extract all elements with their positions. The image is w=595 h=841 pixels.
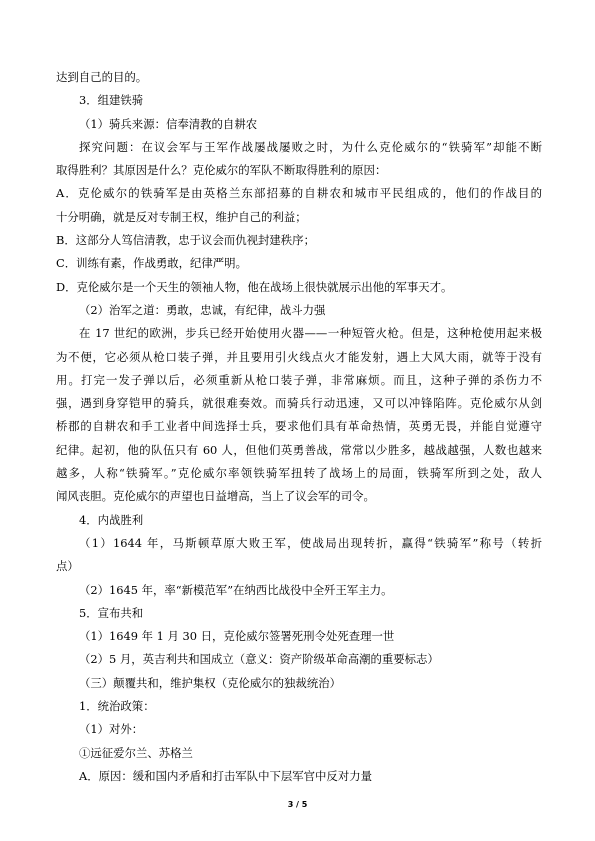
text-line: 取得胜利？其原因是什么？克伦威尔的军队不断取得胜利的原因： — [56, 163, 387, 178]
text-line: 探究问题：在议会军与王军作战屡战屡败之时，为什么克伦威尔的“铁骑军”却能不断 — [79, 139, 542, 154]
text-line: 闻风丧胆。克伦威尔的声望也日益增高，当上了议会军的司令。 — [56, 489, 375, 504]
list-item: D．克伦威尔是一个天生的领袖人物，他在战场上很快就展示出他的军事天才。 — [56, 279, 453, 294]
list-item: （2）5 月，英吉利共和国成立（意义：资产阶级革命高潮的重要标志） — [79, 652, 439, 667]
text-line: 桥郡的自耕农和手工业者中间选择士兵，要求他们具有革命热情，英勇无畏，并能自觉遵守 — [56, 419, 542, 434]
text-line: 纪律。起初，他的队伍只有 60 人，但他们英勇善战，常常以少胜多，越战越强，人数也越来 — [56, 442, 542, 457]
page-number: 3 / 5 — [287, 800, 308, 809]
list-item: （2）1645 年，率“新模范军”在纳西比战役中全歼王军主力。 — [79, 582, 393, 597]
text-line: 十分明确，就是反对专制王权，维护自己的利益； — [56, 209, 307, 224]
text-line: 越多，人称“铁骑军。”克伦威尔率领铁骑军扭转了战场上的局面，铁骑军所到之处，敌人 — [56, 466, 542, 481]
section-heading: 1．统治政策： — [79, 699, 155, 714]
section-heading: 5．宣布共和 — [79, 605, 144, 620]
section-heading: 4．内战胜利 — [79, 512, 144, 527]
list-item: （1）1644 年，马斯顿草原大败王军，使战局出现转折，赢得“铁骑军”称号（转折 — [79, 535, 542, 550]
text-line: 用。打完一发子弹以后，必须重新从枪口装子弹，非常麻烦。而且，这种子弹的杀伤力不 — [56, 372, 542, 387]
subsection-heading: （1）骑兵来源：信奉清教的自耕农 — [79, 116, 258, 131]
subsection-heading: （2）治军之道：勇敢，忠诚，有纪律，战斗力强 — [79, 302, 326, 317]
text-line: 强，遇到身穿铠甲的骑兵，就很难奏效。而骑兵行动迅速，又可以冲锋陷阵。克伦威尔从剑 — [56, 396, 542, 411]
text-line: 点） — [56, 559, 79, 574]
list-item: A．克伦威尔的铁骑军是由英格兰东部招募的自耕农和城市平民组成的，他们的作战目的 — [56, 186, 542, 201]
section-heading: 3．组建铁骑 — [79, 93, 144, 108]
list-item: ①远征爱尔兰、苏格兰 — [79, 745, 193, 760]
subsection-heading: （1）对外： — [79, 722, 144, 737]
list-item: （1）1649 年 1 月 30 日，克伦威尔签署死刑令处死查理一世 — [79, 629, 395, 644]
document-body — [56, 66, 542, 788]
list-item: C．训练有素，作战勇敢，纪律严明。 — [56, 256, 247, 271]
text-line: 为不便，它必须从枪口装子弹，并且要用引火线点火才能发射，遇上大风大雨，就等于没有 — [56, 349, 542, 364]
text-line: 达到自己的目的。 — [56, 70, 148, 84]
text-line: 在 17 世纪的欧洲，步兵已经开始使用火器——一种短管火枪。但是，这种枪使用起来极 — [79, 326, 542, 341]
list-item: A．原因：缓和国内矛盾和打击军队中下层军官中反对力量 — [79, 768, 372, 783]
section-heading: （三）颠覆共和，维护集权（克伦威尔的独裁统治） — [79, 675, 341, 690]
list-item: B．这部分人笃信清教，忠于议会而仇视封建秩序； — [56, 233, 315, 248]
